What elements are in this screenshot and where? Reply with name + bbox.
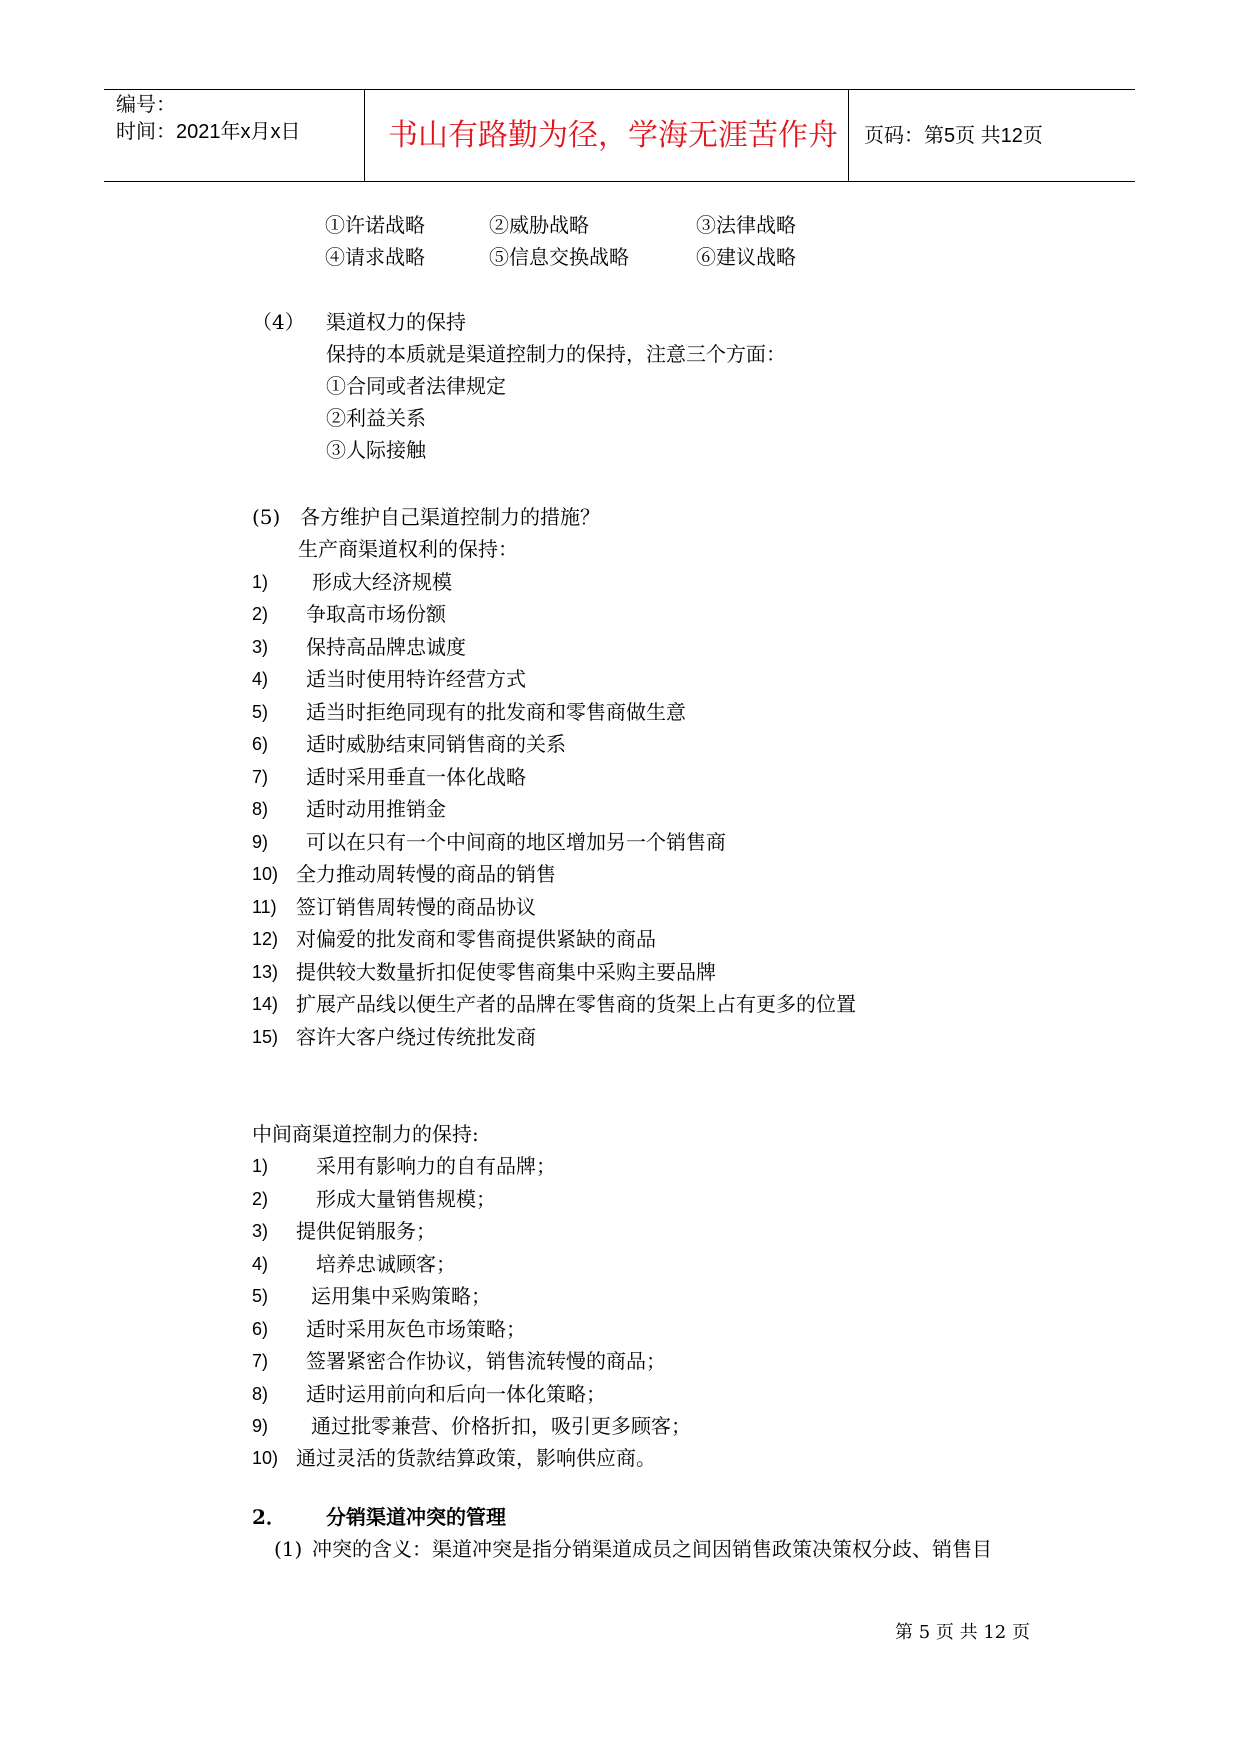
list-item-number: 1) [252,572,269,592]
list-item-text: 通过灵活的货款结算政策，影响供应商。 [296,1446,656,1470]
list-item-number: 6) [252,1319,269,1339]
list-item-text: 适时运用前向和后向一体化策略； [306,1382,606,1406]
strategy-item: ⑤信息交换战略 [489,245,629,269]
section-2-para-number: (1) [274,1537,303,1561]
list-item-text: 采用有影响力的自有品牌； [316,1154,556,1178]
list-item-text: 全力推动周转慢的商品的销售 [296,862,556,886]
header-top-border [104,89,1135,90]
list-item-text: 形成大量销售规模； [316,1187,496,1211]
section-4-intro: 保持的本质就是渠道控制力的保持，注意三个方面： [326,342,786,366]
list-item-text: 适当时拒绝同现有的批发商和零售商做生意 [306,700,686,724]
section-2-title: 分销渠道冲突的管理 [326,1505,506,1529]
strategy-item: ③法律战略 [696,213,796,237]
list-item-number: 10) [252,864,279,884]
list-item-text: 适时采用灰色市场策略； [306,1317,526,1341]
header-divider-left [364,89,365,182]
list-item-text: 适时威胁结束同销售商的关系 [306,732,566,756]
list-item-number: 3) [252,1221,269,1241]
section-4-item: ③人际接触 [326,438,426,462]
list-item-number: 9) [252,1416,269,1436]
list-item-text: 运用集中采购策略； [311,1284,491,1308]
section-4-number: （4） [252,310,305,334]
list-item-text: 形成大经济规模 [312,570,452,594]
list-item-text: 签署紧密合作协议，销售流转慢的商品； [306,1349,666,1373]
section-5-number: (5) [252,505,281,529]
header-divider-right [848,89,849,182]
list-item-number: 12) [252,929,279,949]
list-item-text: 签订销售周转慢的商品协议 [296,895,536,919]
section-5-title: 各方维护自己渠道控制力的措施？ [300,505,600,529]
list-item-number: 2) [252,604,269,624]
list-item-number: 5) [252,702,269,722]
list-item-text: 适当时使用特许经营方式 [306,667,526,691]
section-4-item: ①合同或者法律规定 [326,374,506,398]
section-2-para-text: 冲突的含义：渠道冲突是指分销渠道成员之间因销售政策决策权分歧、销售目 [312,1537,992,1561]
list-item-number: 2) [252,1189,269,1209]
page-footer: 第 5 页 共 12 页 [895,1622,1030,1643]
list-item-text: 保持高品牌忠诚度 [306,635,466,659]
header-bottom-border [104,181,1135,182]
list-item-number: 9) [252,832,269,852]
list-item-number: 6) [252,734,269,754]
list-item-number: 15) [252,1027,279,1047]
list-item-number: 5) [252,1286,269,1306]
list-item-text: 适时采用垂直一体化战略 [306,765,526,789]
list-item-number: 7) [252,767,269,787]
header-number-label: 编号： [116,94,176,116]
list-item-number: 14) [252,994,279,1014]
list-item-text: 对偏爱的批发商和零售商提供紧缺的商品 [296,927,656,951]
list-item-text: 适时动用推销金 [306,797,446,821]
list-item-text: 提供促销服务； [296,1219,436,1243]
list-item-number: 1) [252,1156,269,1176]
list-item-number: 13) [252,962,279,982]
list-item-number: 8) [252,799,269,819]
header-time-label: 时间：2021年x月x日 [116,121,301,143]
list-item-text: 可以在只有一个中间商的地区增加另一个销售商 [306,830,726,854]
strategy-item: ⑥建议战略 [696,245,796,269]
list-item-text: 通过批零兼营、价格折扣，吸引更多顾客； [311,1414,691,1438]
list-item-text: 提供较大数量折扣促使零售商集中采购主要品牌 [296,960,716,984]
strategy-item: ①许诺战略 [325,213,425,237]
list-item-number: 8) [252,1384,269,1404]
section-4-item: ②利益关系 [326,406,426,430]
list-item-text: 扩展产品线以便生产者的品牌在零售商的货架上占有更多的位置 [296,992,856,1016]
section-5-subtitle: 生产商渠道权利的保持： [298,537,518,561]
list-item-number: 4) [252,669,269,689]
section-4-title: 渠道权力的保持 [326,310,466,334]
list-item-number: 10) [252,1448,279,1468]
list-item-number: 3) [252,637,269,657]
header-motto: 书山有路勤为径，学海无涯苦作舟 [388,118,838,153]
section-2-number: 2． [252,1505,286,1529]
strategy-item: ②威胁战略 [489,213,589,237]
list-item-number: 11) [252,897,277,917]
list-item-number: 4) [252,1254,269,1274]
strategy-item: ④请求战略 [325,245,425,269]
list-item-text: 争取高市场份额 [306,602,446,626]
list-item-text: 容许大客户绕过传统批发商 [296,1025,536,1049]
list-item-number: 7) [252,1351,269,1371]
header-page-info: 页码：第5页 共12页 [864,125,1043,147]
middleman-title: 中间商渠道控制力的保持: [252,1122,479,1146]
list-item-text: 培养忠诚顾客； [316,1252,456,1276]
